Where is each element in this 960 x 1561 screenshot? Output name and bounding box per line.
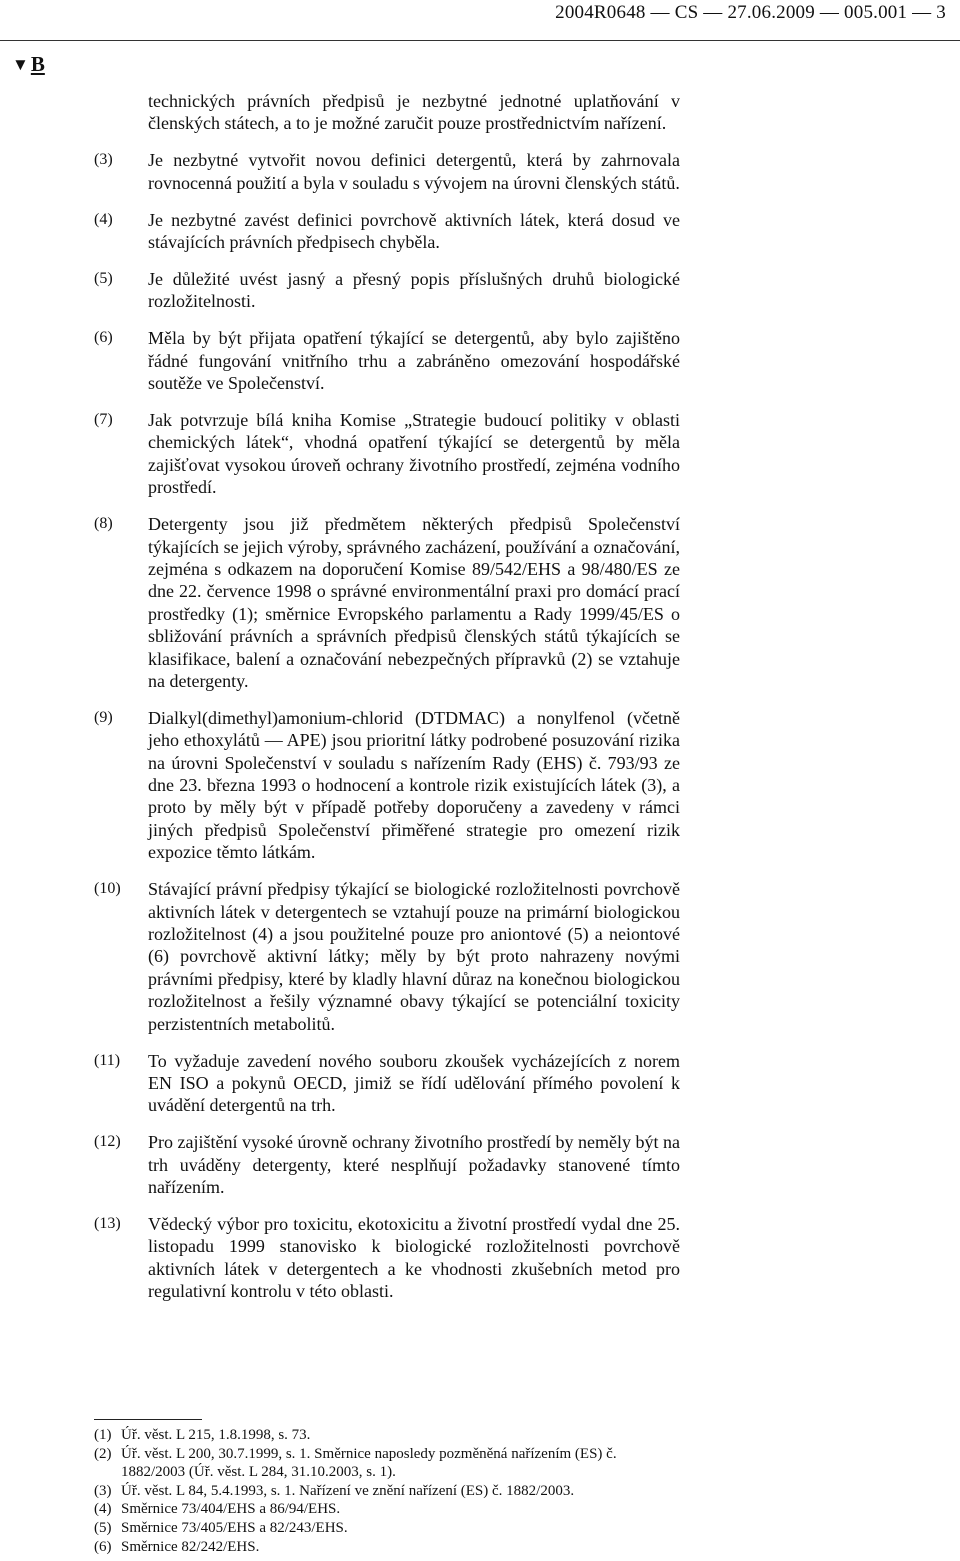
footnote-text: Úř. věst. L 84, 5.4.1993, s. 1. Nařízení ve znění nařízení (ES) č. 1882/2003. xyxy=(121,1482,575,1499)
recital-12 xyxy=(94,1131,680,1198)
recital-number: (10) xyxy=(94,880,121,898)
footnote-1 xyxy=(94,1426,684,1445)
recital-6 xyxy=(94,327,680,394)
recital-text: Je důležité uvést jasný a přesný popis příslušných druhů biologické rozložitelnosti. xyxy=(148,268,680,312)
recital-3 xyxy=(94,149,680,194)
amendment-marker xyxy=(12,52,45,77)
recital-text: Měla by být přijata opatření týkající se detergentů, aby bylo zajištěno řádné fungování vnitřního trhu a zabráněno omezování hospodářské soutěže ve Společenství. xyxy=(148,328,680,394)
recital-number: (7) xyxy=(94,410,113,428)
footnote-number: (3) xyxy=(94,1482,112,1499)
recital-number: (11) xyxy=(94,1051,121,1069)
recital-number: (8) xyxy=(94,515,113,533)
recital-13 xyxy=(94,1213,680,1303)
footnote-number: (2) xyxy=(94,1445,112,1462)
recital-5 xyxy=(94,268,680,313)
continued-paragraph: technických právních předpisů je nezbytné jednotné uplatňování v členských státech, a to je možné zaručit pouze prostřednictvím nařízení. xyxy=(148,91,680,134)
footnote-6 xyxy=(94,1538,684,1557)
footnote-separator xyxy=(94,1419,202,1420)
footnote-4 xyxy=(94,1500,684,1519)
recital-text: Je nezbytné vytvořit novou definici detergentů, která by zahrnovala rovnocenná použití a byla v souladu s vývojem na úrovni členských států. xyxy=(148,150,680,193)
recital-number: (12) xyxy=(94,1133,121,1151)
recital-11 xyxy=(94,1050,680,1117)
footnote-text: Směrnice 73/405/EHS a 82/243/EHS. xyxy=(121,1519,348,1536)
recital-7 xyxy=(94,409,680,499)
down-triangle-icon: ▼ xyxy=(12,54,29,74)
recital-text: To vyžaduje zavedení nového souboru zkoušek vycházejících z norem EN ISO a pokynů OECD, jimiž se řídí udělování přímého povolení k uvádění detergentů na trh. xyxy=(148,1050,680,1116)
page-header xyxy=(0,0,960,41)
recital-number: (3) xyxy=(94,151,113,169)
recital-text: Dialkyl(dimethyl)amonium-chlorid (DTDMAC) a nonylfenol (včetně jeho ethoxylátů — APE) jsou prioritní látky podrobené posuzování rizika na úrovni Společenství v souladu s nařízením Rady (EHS) č. 793/93 ze dne 23. března 1993 o hodnocení a kontrole rizik existujících látek (3), a proto by měly být v případě potřeby doporučeny a zavedeny v rámci jiných předpisů Společenství přiměřené strategie pro omezení rizik expozice těmto látkám. xyxy=(148,707,680,863)
recital-text: Pro zajištění vysoké úrovně ochrany životního prostředí by neměly být na trh uváděny detergenty, které nesplňují požadavky stanovené tímto nařízením. xyxy=(148,1132,680,1198)
recital-number: (6) xyxy=(94,329,113,347)
footnote-5 xyxy=(94,1519,684,1538)
footnote-number: (6) xyxy=(94,1538,112,1555)
recital-number: (9) xyxy=(94,708,113,726)
footnote-number: (1) xyxy=(94,1427,112,1443)
amendment-marker-letter: B xyxy=(30,52,45,76)
document-reference: 2004R0648 — CS — 27.06.2009 — 005.001 — 3 xyxy=(555,2,946,23)
footnote-text: Směrnice 73/404/EHS a 86/94/EHS. xyxy=(121,1501,341,1518)
recital-text: Stávající právní předpisy týkající se biologické rozložitelnosti povrchově aktivních látek v detergentech se vztahují pouze na primární biologickou rozložitelnost (4) a jsou použitelné pouze pro aniontové (5) a neiontové (6) povrchově aktivní látky; měly by být proto nahrazeny novými právními předpisy, které by kladly hlavní důraz na konečnou biologickou rozložitelnost a řešily významné obavy týkající se potenciální toxicity perzistentních metabolitů. xyxy=(148,879,680,1034)
footnote-number: (4) xyxy=(94,1501,112,1518)
recital-9 xyxy=(94,707,680,864)
recital-number: (5) xyxy=(94,269,113,287)
recital-text: Je nezbytné zavést definici povrchově aktivních látek, která dosud ve stávajících právních předpisech chyběla. xyxy=(148,209,680,253)
recital-8 xyxy=(94,513,680,692)
recital-number: (4) xyxy=(94,210,113,228)
footnotes xyxy=(94,1419,684,1556)
footnote-text: Úř. věst. L 215, 1.8.1998, s. 73. xyxy=(121,1427,311,1443)
recital-text: Vědecký výbor pro toxicitu, ekotoxicitu a životní prostředí vydal dne 25. listopadu 1999 stanovisko k biologické rozložitelnosti povrchově aktivních látek v detergentech a ke vhodnosti zkušebních metod pro regulativní kontrolu v této oblasti. xyxy=(148,1213,680,1302)
footnote-2 xyxy=(94,1445,684,1482)
footnote-text: Směrnice 82/242/EHS. xyxy=(121,1538,260,1555)
recital-text: Detergenty jsou již předmětem některých předpisů Společenství týkajících se jejich výroby, správného zacházení, používání a označování, zejména s odkazem na doporučení Komise 89/542/EHS a 98/480/ES ze dne 22. července 1998 o správné environmentální praxi pro domácí prací prostředky (1); směrnice Evropského parlamentu a Rady 1999/45/ES o sbližování právních a správních předpisů členských států týkajících se klasifikace, balení a označování nebezpečných přípravků (2) se vztahuje na detergenty. xyxy=(148,514,680,691)
recital-number: (13) xyxy=(94,1214,121,1232)
footnote-text: Úř. věst. L 200, 30.7.1999, s. 1. Směrnice naposledy pozměněná nařízením (ES) č. 1882/2003 (Úř. věst. L 284, 31.10.2003, s. 1). xyxy=(121,1445,617,1481)
recital-text: Jak potvrzuje bílá kniha Komise „Strategie budoucí politiky v oblasti chemických látek“, vhodná opatření týkající se detergentů by měla zajišťovat vysokou úroveň ochrany životního prostředí, zejména vodního prostředí. xyxy=(148,409,680,498)
recital-4 xyxy=(94,209,680,254)
recitals-body xyxy=(94,90,680,1303)
recital-10 xyxy=(94,878,680,1035)
footnote-3 xyxy=(94,1482,684,1501)
footnote-number: (5) xyxy=(94,1519,112,1536)
